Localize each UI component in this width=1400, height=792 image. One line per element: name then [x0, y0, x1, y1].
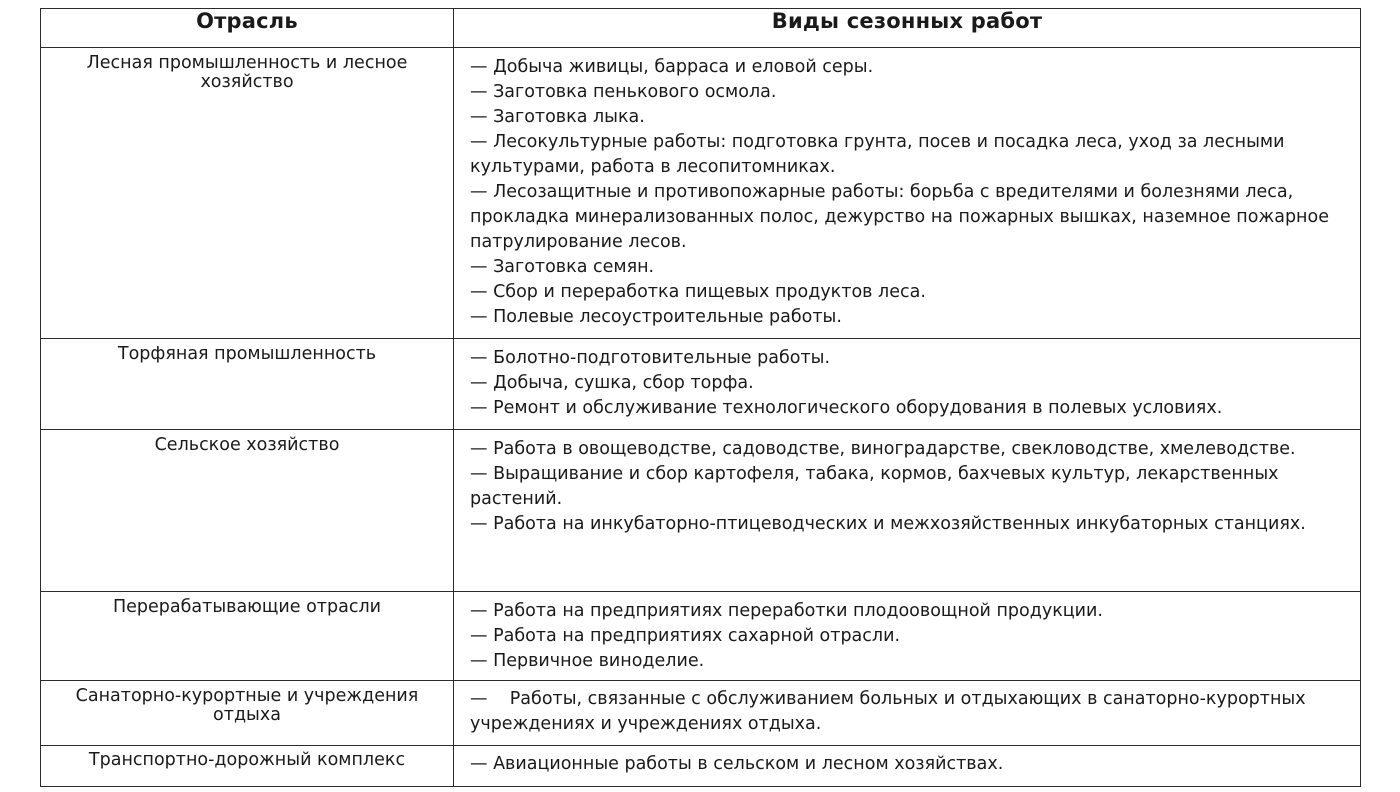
- work-item: — Заготовка лыка.: [470, 107, 645, 127]
- work-item: — Сбор и переработка пищевых продуктов леса.: [470, 282, 926, 302]
- works-cell: [454, 48, 1361, 339]
- sector-cell: Лесная промышленность и лесное хозяйство: [41, 48, 454, 339]
- sector-cell: Перерабатывающие отрасли: [41, 592, 454, 681]
- work-item: — Работа на предприятиях переработки плодоовощной продукции.: [470, 601, 1103, 621]
- work-item: — Заготовка пенькового осмола.: [470, 82, 777, 102]
- work-item: — Первичное виноделие.: [470, 651, 705, 671]
- work-item: — Заготовка семян.: [470, 257, 655, 277]
- column-header-works: Виды сезонных работ: [454, 9, 1361, 48]
- table-row: [41, 746, 1361, 787]
- work-item: — Авиационные работы в сельском и лесном хозяйствах.: [470, 754, 1004, 774]
- works-cell: [454, 430, 1361, 592]
- works-cell: [454, 339, 1361, 430]
- table-row: [41, 681, 1361, 746]
- sector-cell: Торфяная промышленность: [41, 339, 454, 430]
- work-item: — Лесозащитные и противопожарные работы: борьба с вредителями и болезнями леса, прокладка минерализованных полос, дежурство на пожарных вышках, наземное пожарное патрулирование лесов.: [470, 182, 1329, 252]
- work-item: — Добыча живицы, барраса и еловой серы.: [470, 57, 874, 77]
- work-item: — Полевые лесоустроительные работы.: [470, 307, 842, 327]
- works-cell: [454, 746, 1361, 787]
- sector-cell: Транспортно-дорожный комплекс: [41, 746, 454, 787]
- work-item: — Работа в овощеводстве, садоводстве, виноградарстве, свекловодстве, хмелеводстве.: [470, 439, 1296, 459]
- work-item: — Болотно-подготовительные работы.: [470, 348, 831, 368]
- works-cell: [454, 592, 1361, 681]
- table-row: [41, 592, 1361, 681]
- work-item: — Ремонт и обслуживание технологического оборудования в полевых условиях.: [470, 398, 1223, 418]
- work-item: — Работы, связанные с обслуживанием больных и отдыхающих в санаторно-курортных учреждениях и учреждениях отдыха.: [470, 689, 1312, 734]
- works-cell: [454, 681, 1361, 746]
- work-item: — Работа на предприятиях сахарной отрасли.: [470, 626, 901, 646]
- seasonal-works-table: [40, 8, 1361, 787]
- table-row: [41, 48, 1361, 339]
- table-row: [41, 430, 1361, 592]
- table-row: [41, 339, 1361, 430]
- work-item: — Добыча, сушка, сбор торфа.: [470, 373, 754, 393]
- sector-cell: Санаторно-курортные и учреждения отдыха: [41, 681, 454, 746]
- work-item: — Лесокультурные работы: подготовка грунта, посев и посадка леса, уход за лесными культурами, работа в лесопитомниках.: [470, 132, 1285, 177]
- work-item: — Работа на инкубаторно-птицеводческих и межхозяйственных инкубаторных станциях.: [470, 514, 1306, 534]
- sector-cell: Сельское хозяйство: [41, 430, 454, 592]
- table-header-row: [41, 9, 1361, 48]
- column-header-sector: Отрасль: [41, 9, 454, 48]
- work-item: — Выращивание и сбор картофеля, табака, кормов, бахчевых культур, лекарственных растений.: [470, 464, 1279, 509]
